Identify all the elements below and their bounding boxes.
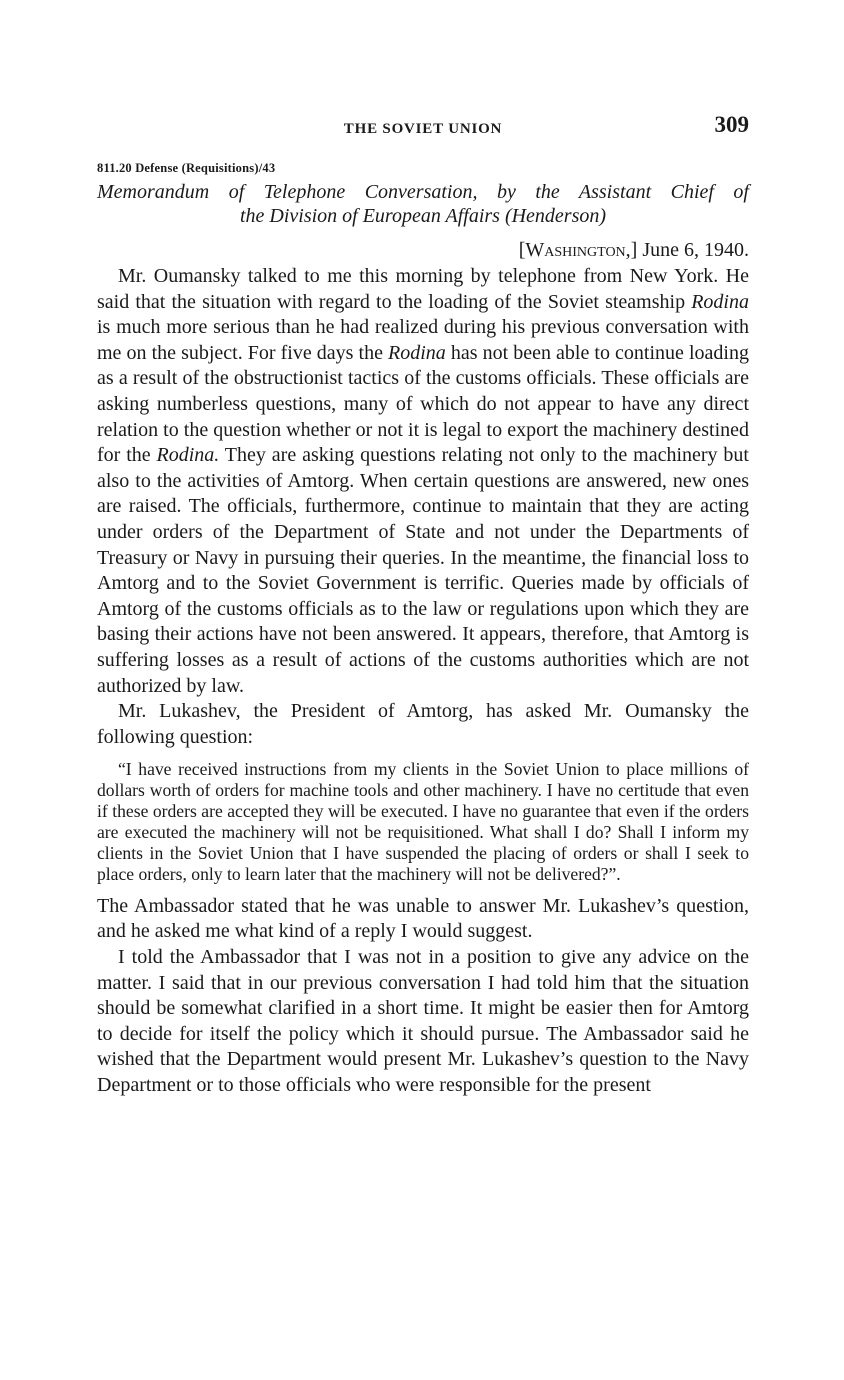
document-title-line-2: the Division of European Affairs (Henderson)	[239, 205, 607, 227]
paragraph-3: The Ambassador stated that he was unable to answer Mr. Lukashev’s question, and he asked me what kind of a reply I would suggest.	[97, 894, 749, 943]
paragraph-1-text-b: is much more serious than he had realized during his previous conversation with me on the subject. For five days the	[97, 316, 749, 364]
block-quote: “I have received instructions from my clients in the Soviet Union to place millions of dollars worth of orders for machine tools and other machinery. I have no certitude that even if these orders are accepted they will be executed. I have no guarantee that even if the orders are executed the machinery will not be requisitioned. What shall I do? Shall I inform my clients in the Soviet Union that I have suspended the placing of orders or shall I seek to place orders, only to learn later that the machinery will not be delivered?”.	[97, 759, 749, 884]
ship-name: Rodina	[388, 341, 446, 364]
ship-name: Rodina	[691, 290, 749, 313]
file-number: 811.20 Defense (Requisitions)/43	[97, 161, 276, 175]
dateline-place: [Washington,]	[518, 239, 638, 261]
ship-name: Rodina.	[156, 444, 220, 467]
running-title: THE SOVIET UNION	[343, 121, 503, 137]
page-number: 309	[714, 112, 749, 137]
paragraph-4: I told the Ambassador that I was not in a position to give any advice on the matter. I said that in our previous conversation I had told him that the situation should be somewhat clarified in a short time. It might be easier then for Amtorg to decide for itself the policy which it should pursue. The Ambassador said he wished that the Department would present Mr. Lukashev’s question to the Navy Department or to those officials who were responsible for the present	[97, 945, 749, 1096]
document-title	[97, 180, 749, 228]
dateline	[97, 238, 749, 262]
document-page	[97, 112, 749, 1098]
paragraph-1-text-a: Mr. Oumansky talked to me this morning by telephone from New York. He said that the situation with regard to the loading of the Soviet steamship	[97, 265, 749, 313]
paragraph-1-text-d: They are asking questions relating not only to the machinery but also to the activities of Amtorg. When certain questions are answered, new ones are raised. The officials, furthermore, continue to maintain that they are acting under orders of the Department of State and not under the Departments of Treasury or Navy in pursuing their queries. In the meantime, the financial loss to Amtorg and to the Soviet Government is terrific. Queries made by officials of Amtorg of the customs officials as to the law or regulations upon which they are basing their actions have not been answered. It appears, therefore, that Amtorg is suffering losses as a result of actions of the customs authorities which are not authorized by law.	[97, 444, 749, 697]
running-head	[97, 112, 749, 142]
dateline-date: June 6, 1940.	[642, 239, 749, 261]
paragraph-1	[97, 264, 749, 699]
paragraph-1-text-c: has not been able to continue loading as a result of the obstructionist tactics of the customs officials. These officials are asking numberless questions, many of which do not appear to have any direct relation to the question whether or not it is legal to export the machinery destined for the	[97, 341, 749, 467]
document-title-line-1: Memorandum of Telephone Conversation, by the Assistant Chief of	[97, 181, 749, 203]
paragraph-2: Mr. Lukashev, the President of Amtorg, has asked Mr. Oumansky the following question:	[97, 700, 749, 748]
